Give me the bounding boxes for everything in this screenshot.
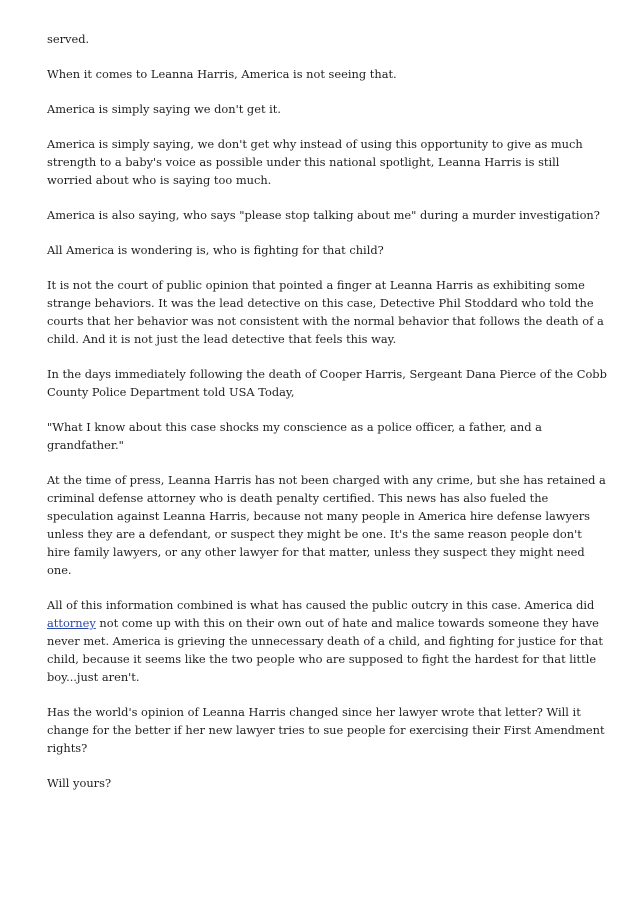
- paragraph-sergeant-pierce: In the days immediately following the death of Cooper Harris, Sergeant Dana Pierce of the Cobb County Police Department told USA Today,: [47, 367, 607, 399]
- paragraph-dont-get-it: America is simply saying we don't get it.: [47, 102, 281, 116]
- paragraph-defense-attorney: At the time of press, Leanna Harris has not been charged with any crime, but she has retained a criminal defense attorney who is death penalty certified. This news has also fueled the speculation against Leanna Harris, because not many people in America hire defense lawyers unless they are a defendant, or suspect they might be one. It's the same reason people don't hire family lawyers, or any other lawyer for that matter, unless they suspect they might need one.: [47, 473, 606, 577]
- paragraph-world-opinion: Has the world's opinion of Leanna Harris changed since her lawyer wrote that letter? Will it change for the better if her new lawyer tries to sue people for exercising their First Amendment rights?: [47, 705, 605, 755]
- paragraph-baby-voice: America is simply saying, we don't get why instead of using this opportunity to give as much strength to a baby's voice as possible under this national spotlight, Leanna Harris is still worried about who is saying too much.: [47, 137, 583, 187]
- paragraph-lead-detective: It is not the court of public opinion that pointed a finger at Leanna Harris as exhibiting some strange behaviors. It was the lead detective on this case, Detective Phil Stoddard who told the courts that her behavior was not consistent with the normal behavior that follows the death of a child. And it is not just the lead detective that feels this way.: [47, 278, 604, 346]
- paragraph-quote: "What I know about this case shocks my conscience as a police officer, a father, and a grandfather.": [47, 420, 542, 452]
- paragraph-public-outcry-after: not come up with this on their own out of hate and malice towards someone they have never met. America is grieving the unnecessary death of a child, and fighting for justice for that child, because it seems like the two people who are supposed to fight the hardest for that little boy...just aren't.: [47, 616, 603, 684]
- paragraph-stop-talking: America is also saying, who says "please stop talking about me" during a murder investigation?: [47, 208, 600, 222]
- paragraph-served: served.: [47, 32, 90, 46]
- paragraph-not-seeing: When it comes to Leanna Harris, America is not seeing that.: [47, 67, 397, 81]
- document-page: [47, 30, 607, 809]
- paragraph-fighting-for-child: All America is wondering is, who is fighting for that child?: [47, 243, 384, 257]
- paragraph-public-outcry: [47, 596, 607, 686]
- paragraph-will-yours: Will yours?: [47, 776, 112, 790]
- paragraph-public-outcry-before: All of this information combined is what has caused the public outcry in this case. America did: [47, 598, 595, 612]
- attorney-link[interactable]: attorney: [47, 616, 96, 630]
